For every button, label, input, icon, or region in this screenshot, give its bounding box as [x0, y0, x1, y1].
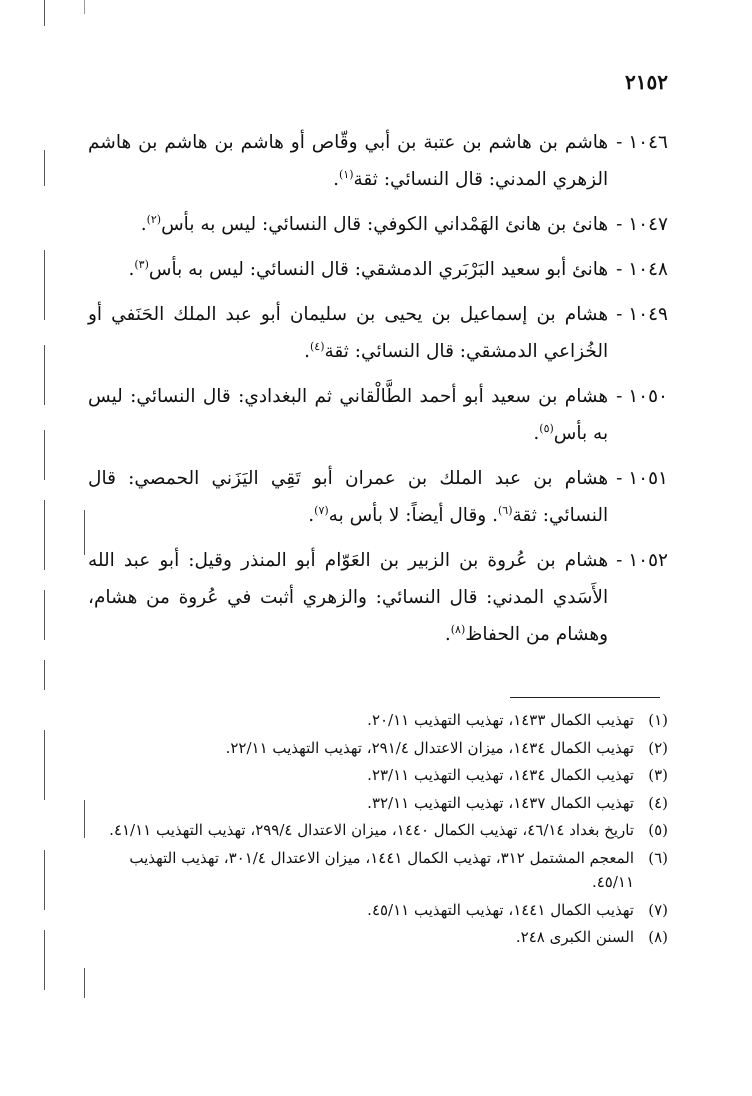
- footnote-text: تهذيب الكمال ١٤٣٧، تهذيب التهذيب ٣٢/١١.: [367, 793, 634, 812]
- entry-text: هانئ بن هانئ الهَمْداني الكوفي: قال النسائي: ليس به بأس$^{(٢)}$.: [140, 212, 609, 235]
- footnote-number: (٧): [648, 900, 668, 919]
- footnote-ref[interactable]: (٨): [450, 622, 466, 636]
- footnote: [88, 898, 668, 923]
- margin-line: [84, 800, 85, 838]
- entry: [88, 460, 668, 534]
- entry-number: ١٠٤٦ -: [616, 132, 668, 153]
- footnote-ref[interactable]: (٧): [314, 503, 329, 517]
- footnote: [88, 818, 668, 843]
- margin-line: [44, 660, 45, 690]
- footnote-text: تاريخ بغداد ٤٦/١٤، تهذيب الكمال ١٤٤٠، ميزان الاعتدال ٢٩٩/٤، تهذيب التهذيب ٤١/١١.: [109, 821, 634, 839]
- footnote-number: (٢): [648, 738, 668, 757]
- margin-line: [44, 150, 45, 186]
- entry-text: هاشم بن هاشم بن عتبة بن أبي وقّاص أو هاشم بن هاشم بن هاشم الزهري المدني: قال النسائي: ثقة$^{(١)}$.: [88, 132, 609, 190]
- footnote-text: تهذيب الكمال ١٤٣٤، ميزان الاعتدال ٢٩١/٤، تهذيب التهذيب ٢٢/١١.: [225, 738, 634, 757]
- footnote-number: (٦): [648, 848, 668, 867]
- margin-line: [44, 850, 45, 910]
- entry-text: هشام بن عُروة بن الزبير بن العَوّام أبو المنذر وقيل: أبو عبد الله الأَسَدي المدني: قال النسائي: والزهري أثبت في عُروة من هشام، وهشام من الحفاظ$^{(٨)}$.: [88, 550, 609, 645]
- footnotes-list: [88, 708, 668, 953]
- footnote-ref[interactable]: (٥): [539, 421, 554, 435]
- entry-number: ١٠٥٠ -: [616, 386, 668, 407]
- footnote-ref[interactable]: (٤): [309, 339, 325, 353]
- margin-line: [84, 510, 85, 555]
- footnote-text: المعجم المشتمل ٣١٢، تهذيب الكمال ١٤٤١، ميزان الاعتدال ٣٠١/٤، تهذيب التهذيب ٤٥/١١.: [129, 848, 634, 891]
- entry-text: هشام بن سعيد أبو أحمد الطَّالْقاني ثم البغدادي: قال النسائي: ليس به بأس$^{(٥)}$.: [88, 386, 609, 444]
- footnote-ref[interactable]: (٣): [134, 257, 149, 271]
- margin-line: [84, 0, 85, 14]
- entry: [88, 251, 668, 288]
- entry: [88, 378, 668, 452]
- entry: [88, 296, 668, 370]
- entry-number: ١٠٥١ -: [616, 468, 668, 489]
- footnote-number: (١): [648, 711, 668, 729]
- footnote: [88, 708, 668, 733]
- entry: [88, 206, 668, 243]
- margin-line: [44, 0, 45, 26]
- margin-line: [44, 730, 45, 800]
- entry-text: هانئ أبو سعيد البَرْبَري الدمشقي: قال النسائي: ليس به بأس$^{(٣)}$.: [128, 257, 609, 280]
- footnote-ref[interactable]: (٦): [497, 503, 513, 517]
- entry-text: هشام بن إسماعيل بن يحيى بن سليمان أبو عبد الملك الحَنَفي أو الخُزاعي الدمشقي: قال النسائي: ثقة$^{(٤)}$.: [88, 304, 609, 362]
- entry: [88, 124, 668, 198]
- margin-line: [44, 590, 45, 640]
- margin-line: [44, 250, 45, 320]
- margin-line: [44, 930, 45, 990]
- margin-line: [44, 345, 45, 405]
- entries-list: [88, 124, 668, 661]
- margin-line: [84, 968, 85, 998]
- footnote-ref[interactable]: (١): [339, 167, 354, 181]
- footnote: [88, 736, 668, 761]
- footnote-text: تهذيب الكمال ١٤٣٤، تهذيب التهذيب ٢٣/١١.: [367, 766, 634, 784]
- margin-line: [44, 500, 45, 570]
- footnote: [88, 846, 668, 895]
- footnote: [88, 763, 668, 788]
- footnote-number: (٥): [648, 821, 668, 839]
- entry: [88, 542, 668, 653]
- footnote-ref[interactable]: (٢): [146, 212, 162, 226]
- footnote-text: تهذيب الكمال ١٤٤١، تهذيب التهذيب ٤٥/١١.: [367, 900, 634, 919]
- page-number: ٢١٥٢: [625, 70, 668, 94]
- entry-number: ١٠٤٧ -: [616, 214, 668, 235]
- footnote: [88, 791, 668, 816]
- margin-line: [44, 430, 45, 480]
- footnote: [88, 925, 668, 950]
- entry-number: ١٠٥٢ -: [616, 550, 668, 571]
- entry-text: هشام بن عبد الملك بن عمران أبو تَقِي اليَزَني الحمصي: قال النسائي: ثقة$^{(٦)}$. وقال أيضاً: لا بأس به$^{(٧)}$.: [88, 468, 609, 526]
- footnote-number: (٨): [648, 928, 668, 946]
- footnote-number: (٣): [648, 766, 668, 784]
- entry-number: ١٠٤٨ -: [616, 259, 668, 280]
- entry-number: ١٠٤٩ -: [616, 304, 668, 325]
- footnote-text: السنن الكبرى ٢٤٨.: [515, 928, 634, 946]
- footnote-separator: [510, 697, 660, 698]
- footnote-text: تهذيب الكمال ١٤٣٣، تهذيب التهذيب ٢٠/١١.: [367, 711, 634, 729]
- footnote-number: (٤): [648, 793, 668, 812]
